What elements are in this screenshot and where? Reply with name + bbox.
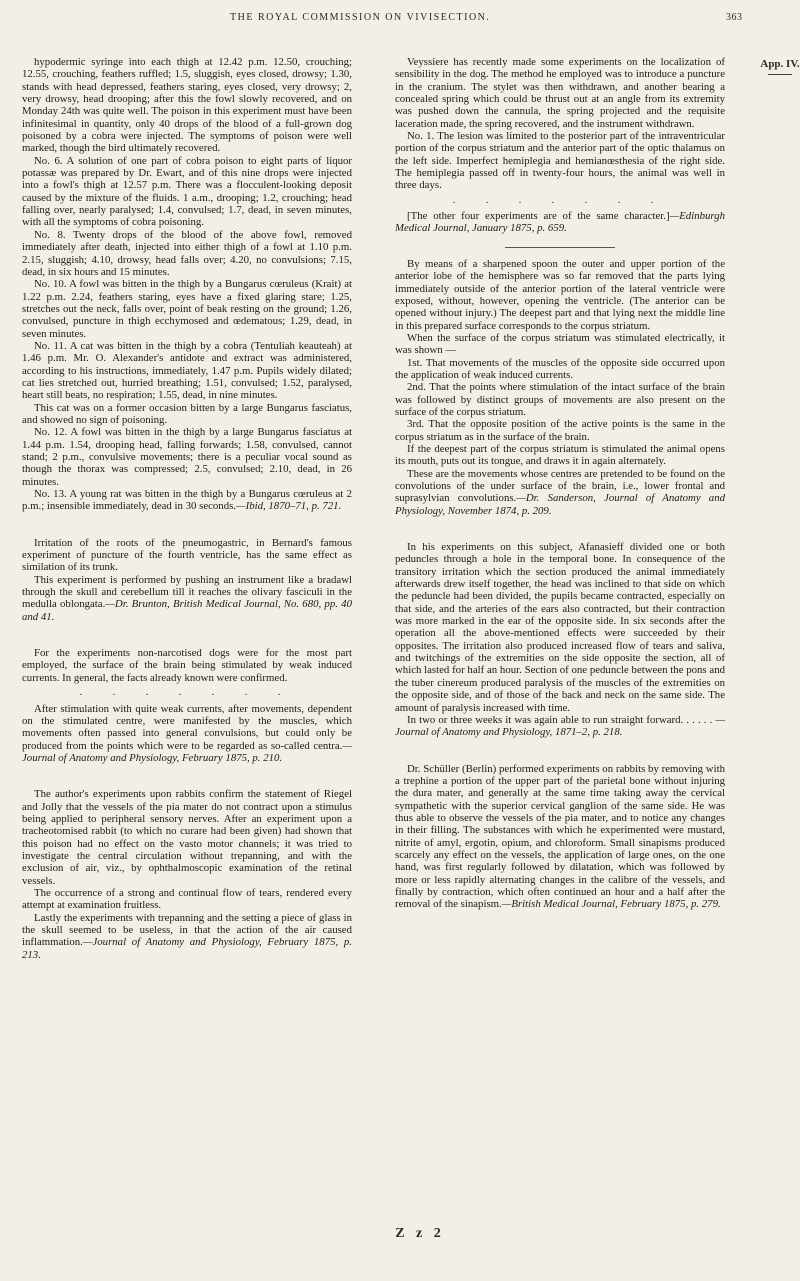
paragraph bbox=[395, 210, 725, 235]
paragraph-text: In his experiments on this subject, Afanasieff divided one or both peduncles through a hole in the temporal bone. In consequence of the transitory irritation which the section produced the animal immediately afterwards drew itself together, the head was inclined to that side on which the peduncle had been divided, the pupils became contracted, especially on that side, and the arteries of the ears also contracted, but their contraction was more marked in the ear of the opposite side. In six seconds after the operation all the above-mentioned effects were succeeded by their opposites. The irritation also produced increased flow of tears and saliva, and twitchings of the extremities on the side opposite the section, all of which lasted for half an hour. Section of one peduncle between the pons and the tuber cinereum produced paralysis of the muscles of the extremities on the opposite side, and of those of the back and neck on the same side. The amount of paralysis increased with time. bbox=[395, 541, 725, 714]
paragraph-text: 3rd. That the opposite position of the active points is the same in the corpus striatum as in the surface of the brain. bbox=[395, 418, 725, 443]
appendix-margin-note bbox=[760, 58, 800, 75]
paragraph-text: By means of a sharpened spoon the outer and upper portion of the anterior lobe of the hemisphere was so far removed that the parts lying immediately outside of the anterior portion of the lateral ventricle were exposed, without, however, opening the ventricle. (The anterior can be opened without injury.) The deepest part and that lying next the middle line in this prepared surface corresponds to the corpus striatum. bbox=[395, 257, 725, 332]
paragraph bbox=[395, 714, 725, 739]
paragraph bbox=[395, 381, 725, 418]
paragraph bbox=[22, 56, 352, 155]
paragraph-text: Lastly the experiments with trepanning and the setting a piece of glass in the skull seemed to be useless, in that the action of the air caused inflammation. bbox=[22, 911, 352, 949]
paragraph-text: No. 1. The lesion was limited to the posterior part of the intraventricular portion of the corpus striatum and the anterior part of the optic thalamus on the left side. Imperfect hemiplegia and hemianœsthesia of the right side. The hemiplegia passed off in twenty-four hours, the animal was well in three days. bbox=[395, 130, 725, 192]
citation-source: —Ibid, 1870–71, p. 721. bbox=[236, 500, 342, 513]
paragraph-text: Dr. Schüller (Berlin) performed experiments on rabbits by removing with a trephine a portion of the upper part of the parietal bone without injuring the dura mater, and generally at the same time taking away the cervical sympathetic with the superior cervical ganglion of the same side. He was thus able to observe the vessels of the pia mater, and to notice any changes in their filling. The substances with which he experimented were mustard, nitrite of amyl, ergotin, opium, and chloroform. Small sinapisms produced scarcely any effect on the vessels, the application of large ones, on the one hand, was first regularly followed by dilatation, which was followed by more or less rapidly alternating changes in the calibre of the vessels, and finally by contraction, which often continued an hour and a half after the removal of the sinapism. bbox=[395, 762, 725, 911]
ellipsis-row: . . . . . . . bbox=[79, 687, 295, 699]
paragraph bbox=[22, 340, 352, 402]
paragraph-text: This cat was on a former occasion bitten by a large Bungarus fasciatus, and showed no sign of poisoning. bbox=[22, 401, 352, 426]
running-header bbox=[0, 12, 800, 30]
paragraph bbox=[395, 357, 725, 382]
paragraph-text: No. 12. A fowl was bitten in the thigh by a large Bungarus fasciatus at 1.44 p.m. 1.54, drooping head, falling forwards; 1.58, convulsed, cannot stand; 2 p.m., convulsive movements; there is a peculiar vocal sound as though the thorax was compressed; 2.5, convulsed; 2.10, dead, in 26 minutes. bbox=[22, 426, 352, 488]
paragraph-text: No. 10. A fowl was bitten in the thigh by a Bungarus cœruleus (Krait) at 1.22 p.m. 2.24, feathers staring, eyes have a fixed glaring stare; 1.25, stretches out the neck, falls over, point of beak resting on the ground; 1.26, convulsed, puncture in thigh ecchymosed and œdematous; 1.29, dead, in seven minutes. bbox=[22, 278, 352, 340]
paragraph bbox=[22, 155, 352, 229]
paragraph-text: After stimulation with quite weak currents, after movements, dependent on the stimulated centre, were manifested by the muscles, which movements often passed into general convulsions, but could only be produced from the points which were to be regarded as so-called centra. bbox=[22, 702, 352, 752]
paragraph bbox=[395, 763, 725, 911]
paragraph bbox=[22, 537, 352, 574]
paragraph bbox=[22, 278, 352, 340]
appendix-label: App. IV. bbox=[760, 58, 800, 70]
paragraph-text: 2nd. That the points where stimulation of the intact surface of the brain was followed by distinct groups of movements are also present on the surface of the corpus striatum. bbox=[395, 381, 725, 418]
paragraph bbox=[395, 258, 725, 332]
citation-source: —Dr. Sanderson, Journal of Anatomy and Physiology, November 1874, p. 209. bbox=[395, 492, 726, 517]
paragraph-text: These are the movements whose centres are pretended to be found on the convolutions of the under surface of the brain, i.e., lower frontal and suprasylvian convolutions. bbox=[395, 467, 725, 505]
paragraph-text: No. 11. A cat was bitten in the thigh by a cobra (Tentuliah keauteah) at 1.46 p.m. Mr. O. Alexander's antidote and extract was administered, according to his instructions, immediately, 1.47 p.m. Pupils widely dilated; cat lies stretched out, hurried breathing; 1.51, convulsed; 1.52, paralysed, heart still beats, no respiration; 1.55, dead, in nine minutes. bbox=[22, 339, 352, 402]
paragraph bbox=[22, 912, 352, 961]
paragraph bbox=[395, 541, 725, 714]
paragraph bbox=[395, 468, 725, 517]
paragraph-text: The author's experiments upon rabbits confirm the statement of Riegel and Jolly that the vessels of the pia mater do not contract upon a stimulus being applied to peripheral sensory nerves. After an experiment upon a tracheotomised rabbit (to which no curare had been given) had shown that this poison had no effect on the vasto motor channels; it was tried to investigate the central circulation without trepanning, and with the exclusion of air, viz., by ophthalmoscopic examination of the retinal vessels. bbox=[22, 788, 352, 887]
citation-source: —Dr. Brunton, British Medical Journal, No. 680, pp. 40 and 41. bbox=[22, 598, 352, 623]
paragraph-text: [The other four experiments are of the same character.] bbox=[407, 210, 670, 223]
paragraph-text: 1st. That movements of the muscles of the opposite side occurred upon the application of weak induced currents. bbox=[395, 356, 725, 381]
inline-ellipsis: . . . . . bbox=[683, 713, 716, 726]
ellipsis-row: . . . . . . . bbox=[452, 194, 668, 206]
paragraph-text: For the experiments non-narcotised dogs were for the most part employed, the surface of the brain being stimulated by weak induced currents. In general, the facts already known were confirmed. bbox=[22, 647, 352, 684]
paragraph-text: In two or three weeks it was again able to run straight forward. bbox=[407, 713, 684, 726]
signature-mark bbox=[0, 1226, 800, 1242]
signature-text: Z z 2 bbox=[395, 1226, 445, 1241]
running-title: THE ROYAL COMMISSION ON VIVISECTION. bbox=[230, 12, 491, 23]
left-column bbox=[22, 56, 352, 961]
paragraph-text: No. 8. Twenty drops of the blood of the above fowl, removed immediately after death, injected into either thigh of a fowl at 1.10 p.m. 2.15, sluggish; 4.10, drowsy, head falls over; 4.20, no convulsions; 7.15, dead, in six hours and 15 minutes. bbox=[22, 228, 352, 278]
paragraph-text: This experiment is performed by pushing an instrument like a bradawl through the skull and cerebellum till it reaches the olivary fasciculi in the medulla oblongata. bbox=[22, 573, 352, 611]
paragraph bbox=[22, 488, 352, 513]
paragraph bbox=[395, 443, 725, 468]
paragraph-text: The occurrence of a strong and continual flow of tears, rendered every attempt at examination fruitless. bbox=[22, 886, 352, 912]
page-number: 363 bbox=[726, 12, 743, 23]
citation-source: —Journal of Anatomy and Physiology, February 1875, p. 213. bbox=[22, 936, 352, 961]
paragraph-text: Veyssiere has recently made some experiments on the localization of sensibility in the dog. The method he employed was to introduce a puncture in the cranium. The stylet was then withdrawn, and another bearing a concealed spring which could be thrust out at an angle from its extremity was pushed down the cannula, the spring projected and the requisite laceration made, the spring recovered, and the instrument withdrawn. bbox=[395, 56, 725, 130]
paragraph bbox=[22, 426, 352, 488]
paragraph-text: If the deepest part of the corpus striatum is stimulated the animal opens its mouth, puts out its tongue, and draws it in again alternately. bbox=[395, 442, 725, 468]
citation-source: —Edinburgh Medical Journal, January 1875, p. 659. bbox=[395, 210, 725, 235]
paragraph-text: No. 13. A young rat was bitten in the thigh by a Bungarus cœruleus at 2 p.m.; insensible immediately, dead in 30 seconds. bbox=[22, 488, 352, 513]
paragraph bbox=[395, 56, 725, 130]
citation-source: —Journal of Anatomy and Physiology, 1871–2, p. 218. bbox=[395, 713, 725, 739]
paragraph bbox=[395, 418, 725, 443]
paragraph bbox=[22, 402, 352, 427]
paragraph bbox=[395, 332, 725, 357]
paragraph bbox=[22, 887, 352, 912]
paragraph-text: No. 6. A solution of one part of cobra poison to eight parts of liquor potassæ was prepared by Dr. Ewart, and of this nine drops were injected into a fowl's thigh at 12.57 p.m. There was a flocculent-looking deposit caused by the mixture of the fluids. 1 a.m., drooping; 1.2, crouching; head falling over, nearly paralysed; 1.4, convulsed; 1.7, dead, in seven minutes, with all the symptoms of cobra poisoning. bbox=[22, 154, 352, 229]
paragraph bbox=[22, 788, 352, 887]
paragraph-text: Irritation of the roots of the pneumogastric, in Bernard's famous experiment of puncture of the fourth ventricle, has the same effect as similation of its trunk. bbox=[22, 536, 352, 574]
right-column bbox=[395, 56, 725, 911]
margin-rule bbox=[768, 74, 792, 75]
paragraph bbox=[395, 130, 725, 192]
paragraph-text: When the surface of the corpus striatum was stimulated electrically, it was shown — bbox=[395, 331, 725, 357]
paragraph-text: hypodermic syringe into each thigh at 12.42 p.m. 12.50, crouching; 12.55, crouching, feathers ruffled; 1.5, sluggish, eyes closed, drowsy; 1.30, stands with head depressed, feathers staring, eyes closed, very drowsy; 2, very drowsy, head drooping; after this the fowl slowly recovered, and on Monday 24th was quite well. The poison in this experiment must have been infinitesimal in quantity, only 40 drops of the blood of a full-grown dog poisoned by a cobra were injected. The symptoms of poison were well marked, though the bird ultimately recovered. bbox=[22, 56, 352, 155]
paragraph bbox=[22, 229, 352, 278]
citation-source: —British Medical Journal, February 1875, p. 279. bbox=[501, 898, 721, 911]
paragraph bbox=[22, 574, 352, 623]
citation-source: —Journal of Anatomy and Physiology, February 1875, p. 210. bbox=[22, 739, 352, 764]
paragraph bbox=[22, 703, 352, 765]
paragraph bbox=[22, 647, 352, 684]
section-separator bbox=[505, 247, 615, 248]
